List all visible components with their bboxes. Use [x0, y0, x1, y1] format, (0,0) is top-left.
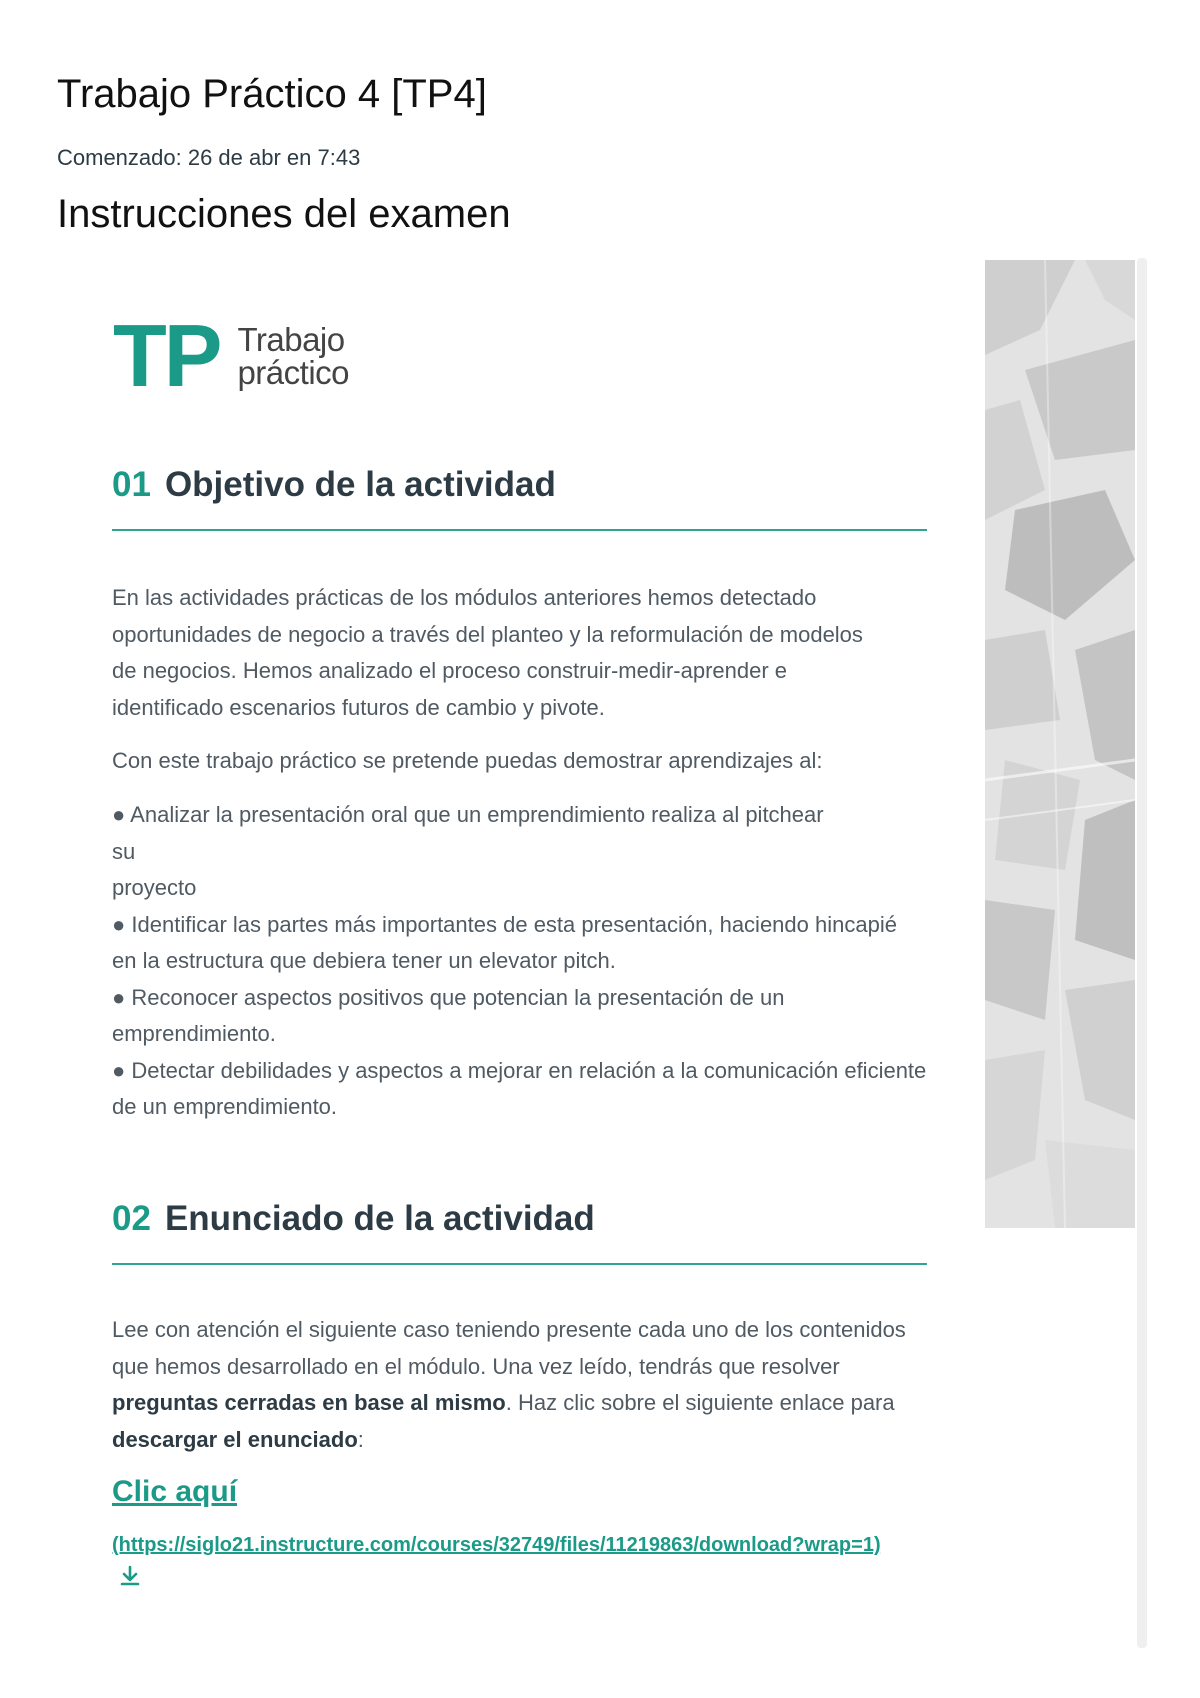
logo-words: [237, 323, 349, 389]
instructions-heading: Instrucciones del examen: [57, 192, 511, 236]
section-number: 02: [112, 1199, 151, 1238]
enunciado-paragraph: [112, 1312, 912, 1458]
section-number: 01: [112, 465, 151, 504]
logo-word-trabajo: Trabajo: [237, 321, 345, 358]
enunciado-bold-1: preguntas cerradas en base al mismo: [112, 1390, 506, 1415]
download-link[interactable]: [112, 1527, 892, 1601]
scrollbar[interactable]: [1137, 258, 1147, 1648]
section-title: Enunciado de la actividad: [164, 1199, 595, 1238]
tp-logo: [113, 306, 350, 405]
enunciado-text-b: . Haz clic sobre el siguiente enlace para: [505, 1390, 895, 1415]
clic-aqui-link[interactable]: Clic aquí: [112, 1475, 238, 1508]
list-item: ● Detectar debilidades y aspectos a mejorar en relación a la comunicación eficiente de un emprendimiento.: [112, 1057, 927, 1119]
list-item: proyecto: [112, 875, 197, 900]
list-item: su: [112, 838, 136, 864]
list-item: ● Reconocer aspectos positivos que potencian la presentación de un emprendimiento.: [112, 984, 785, 1046]
enunciado-text-a: Lee con atención el siguiente caso teniendo presente cada uno de los contenidos que hemos desarrollado en el módulo. Una vez leído, tendrás que resolver: [112, 1317, 906, 1379]
section-enunciado-heading: [112, 1199, 927, 1265]
logo-mark: TP: [113, 306, 220, 405]
started-timestamp: Comenzado: 26 de abr en 7:43: [57, 145, 361, 170]
enunciado-bold-2: descargar el enunciado: [112, 1426, 358, 1452]
objetivo-paragraph-2: Con este trabajo práctico se pretende puedas demostrar aprendizajes al:: [112, 748, 823, 773]
objetivo-bullet-list: [112, 797, 932, 1126]
objetivo-paragraph-1: En las actividades prácticas de los módulos anteriores hemos detectado oportunidades de negocio a través del planteo y la reformulación de modelos de negocios. Hemos analizado el proceso construir-medir-aprender e identificado escenarios futuros de cambio y pivote.: [112, 585, 863, 720]
list-item: ● Identificar las partes más importantes de esta presentación, haciendo hincapié en la estructura que debiera tener un elevator pitch.: [112, 911, 897, 973]
download-url[interactable]: (https://siglo21.instructure.com/courses/32749/files/11219863/download?wrap=1): [112, 1534, 881, 1556]
decorative-image: [985, 260, 1135, 1228]
download-icon[interactable]: [118, 1564, 142, 1601]
logo-word-practico: práctico: [237, 354, 350, 391]
section-objetivo-heading: [112, 465, 927, 531]
enunciado-text-c: :: [357, 1426, 364, 1452]
quiz-title: Trabajo Práctico 4 [TP4]: [57, 72, 487, 116]
section-title: Objetivo de la actividad: [164, 465, 556, 504]
list-item: ● Analizar la presentación oral que un emprendimiento realiza al pitchear: [112, 802, 824, 827]
